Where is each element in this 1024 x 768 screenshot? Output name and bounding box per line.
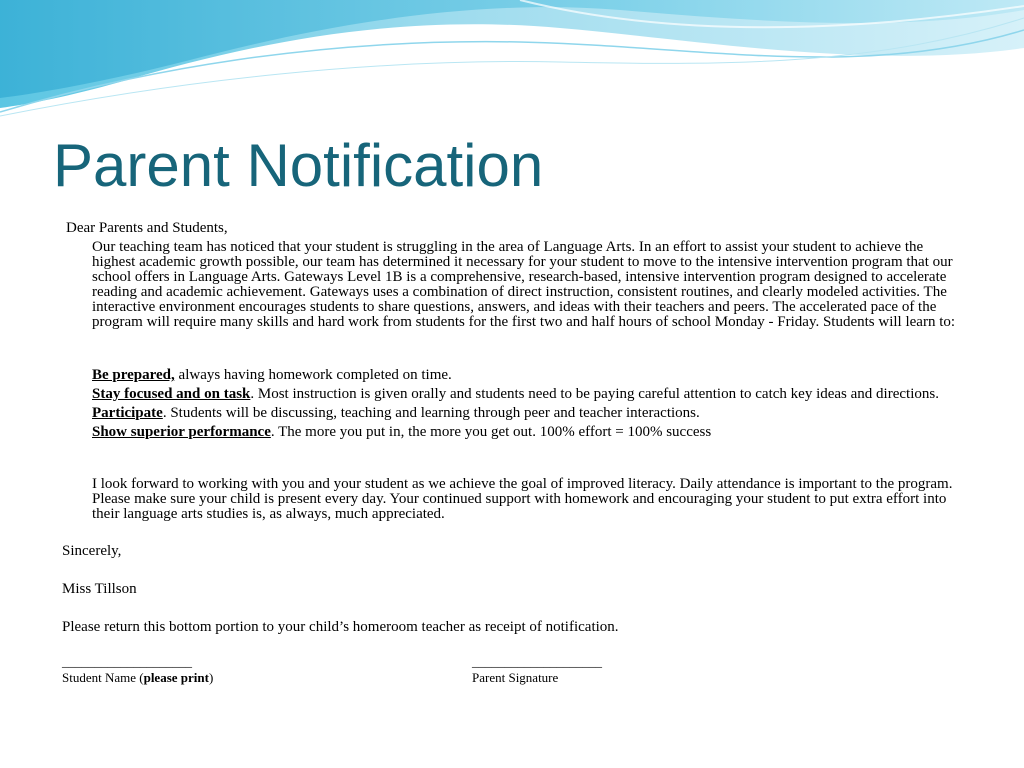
bullet-lead: Be prepared, xyxy=(92,367,175,383)
list-item xyxy=(92,368,962,383)
header-wave-decoration xyxy=(0,0,1024,120)
parent-signature-label: Parent Signature xyxy=(472,670,559,685)
list-item xyxy=(92,425,962,440)
bullet-lead: Participate xyxy=(92,405,163,421)
list-item xyxy=(92,387,962,402)
greeting: Dear Parents and Students, xyxy=(66,220,228,236)
closing-paragraph: I look forward to working with you and your student as we achieve the goal of improved literacy. Daily attendance is important to the program. Please make sure your child is present every day. Your continued support with homework and encouraging your student to put extra effort into their language arts studies is, as always, much appreciated. xyxy=(92,476,953,522)
page-title: Parent Notification xyxy=(53,132,544,199)
bullet-text: . Students will be discussing, teaching and learning through peer and teacher interactions. xyxy=(162,405,700,421)
student-name-label xyxy=(62,671,213,685)
student-name-line[interactable]: ____________________ xyxy=(62,654,192,669)
bullet-text: always having homework completed on time. xyxy=(174,367,452,383)
student-label-prefix: Student Name ( xyxy=(62,670,144,685)
bullet-lead: Stay focused and on task xyxy=(92,386,251,402)
bullet-text: . Most instruction is given orally and students need to be paying careful attention to catch key ideas and directions. xyxy=(250,386,939,402)
return-instructions: Please return this bottom portion to your child’s homeroom teacher as receipt of notification. xyxy=(62,619,619,635)
student-label-suffix: ) xyxy=(208,670,214,685)
teacher-name: Miss Tillson xyxy=(62,581,137,597)
student-label-emphasis: please print xyxy=(143,670,209,685)
expectations-list xyxy=(92,368,962,444)
bullet-text: . The more you put in, the more you get out. 100% effort = 100% success xyxy=(270,424,712,440)
parent-signature-line[interactable]: ____________________ xyxy=(472,654,602,669)
bullet-lead: Show superior performance xyxy=(92,424,271,440)
sign-off: Sincerely, xyxy=(62,543,122,559)
list-item xyxy=(92,406,962,421)
intro-paragraph: Our teaching team has noticed that your student is struggling in the area of Language Arts. In an effort to assist your student to achieve the highest academic growth possible, our team has determined it necessary for your student to move to the intensive intervention program that our school offers in Language Arts. Gateways Level 1B is a comprehensive, research-based, intensive intervention program designed to accelerate reading and academic achievement. Gateways uses a combination of direct instruction, consistent routines, and clearly modeled activities. The interactive environment encourages students to share questions, answers, and ideas with their teachers and peers. The accelerated pace of the program will require many skills and hard work from students for the first two and half hours of school Monday - Friday. Students will learn to: xyxy=(92,239,956,330)
